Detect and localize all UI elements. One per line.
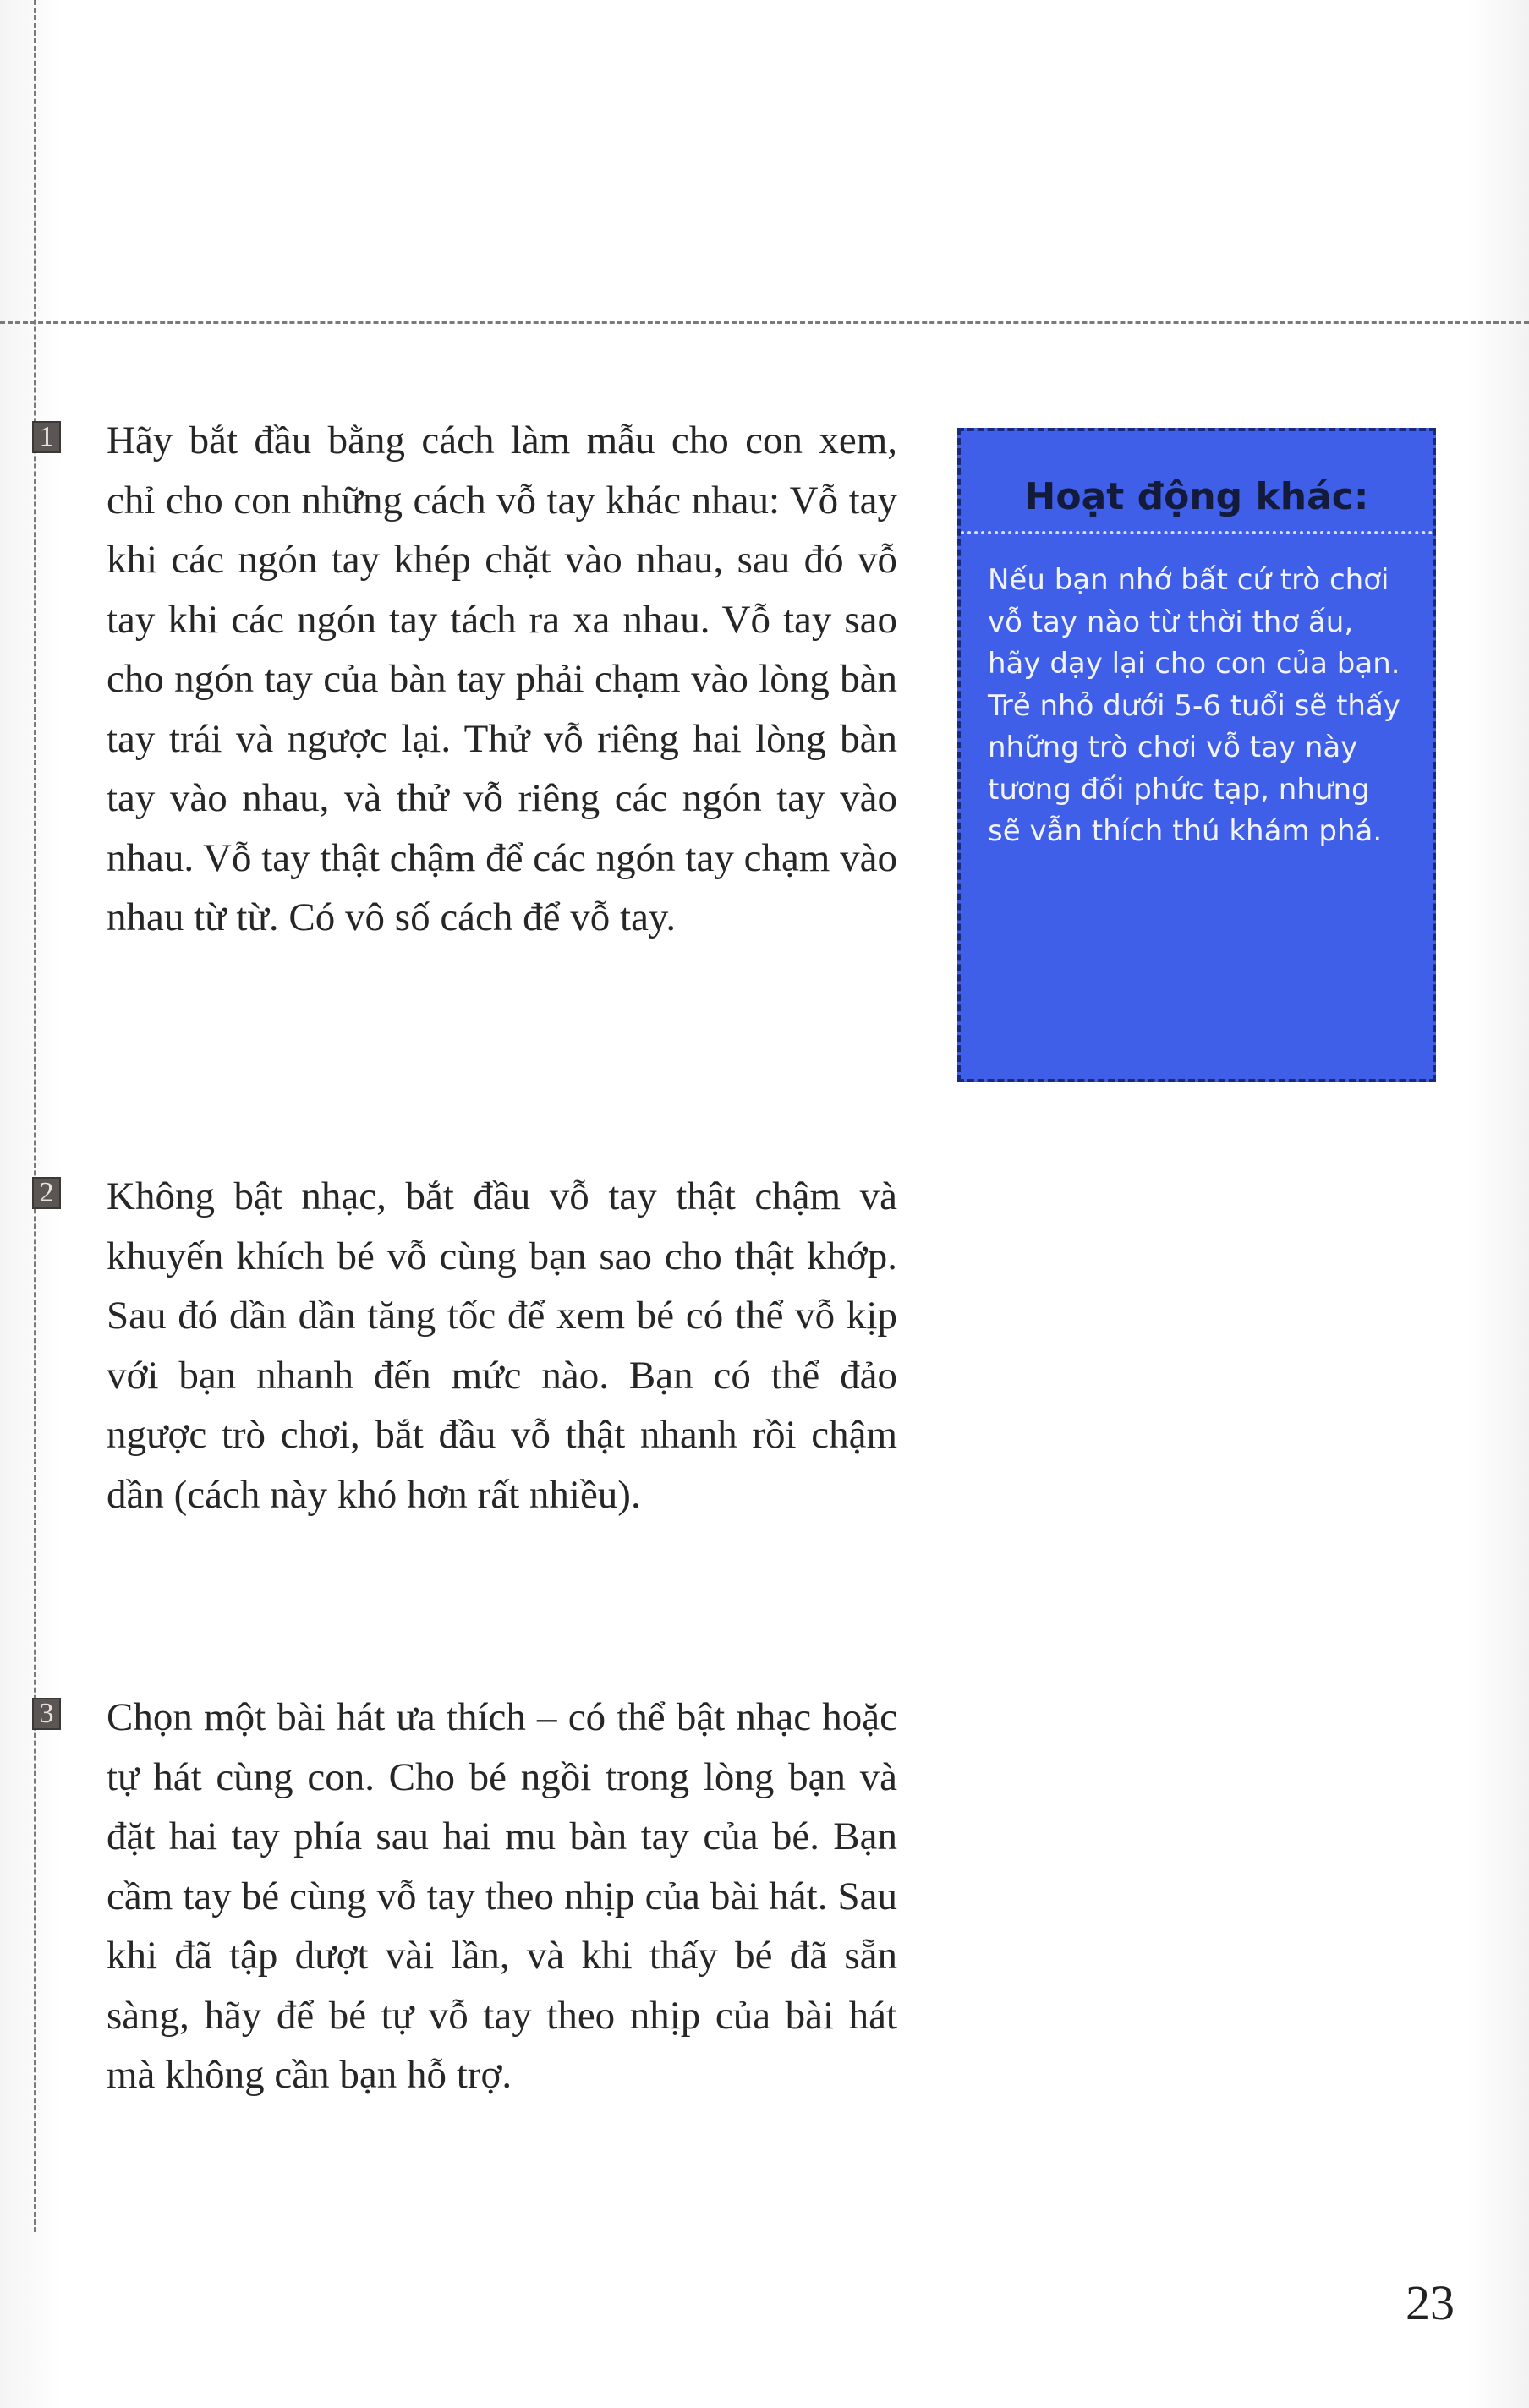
- other-activities-text: Nếu bạn nhớ bất cứ trò chơi vỗ tay nào từ thời thơ ấu, hãy dạy lại cho con của bạn. Trẻ nhỏ dưới 5-6 tuổi sẽ thấy những trò chơi vỗ tay này tương đối phức tạp, nhưng sẽ vẫn thích thú khám phá.: [988, 563, 1400, 848]
- step-number-badge: 2: [32, 1177, 61, 1209]
- cut-guide-vertical: [34, 0, 36, 2232]
- step-number-badge: 1: [32, 421, 61, 453]
- other-activities-title: Hoạt động khác:: [1024, 475, 1369, 518]
- step-2-text: Không bật nhạc, bắt đầu vỗ tay thật chậm và khuyến khích bé vỗ cùng bạn sao cho thật khớp. Sau đó dần dần tăng tốc để xem bé có thể vỗ kịp với bạn nhanh đến mức nào. Bạn có thể đảo ngược trò chơi, bắt đầu vỗ thật nhanh rồi chậm dần (cách này khó hơn rất nhiều).: [107, 1174, 897, 1517]
- sidebar-divider: [961, 531, 1433, 534]
- step-1-text: Hãy bắt đầu bằng cách làm mẫu cho con xem, chỉ cho con những cách vỗ tay khác nhau: Vỗ tay khi các ngón tay khép chặt vào nhau, sau đó vỗ tay khi các ngón tay tách ra xa nhau. Vỗ tay sao cho ngón tay của bàn tay phải chạm vào lòng bàn tay trái và ngược lại. Thử vỗ riêng hai lòng bàn tay vào nhau, và thử vỗ riêng các ngón tay vào nhau. Vỗ tay thật chậm để các ngón tay chạm vào nhau từ từ. Có vô số cách để vỗ tay.: [107, 419, 897, 939]
- page-number: 23: [1406, 2275, 1455, 2330]
- step-number-badge: 3: [32, 1698, 61, 1730]
- step-3-text: Chọn một bài hát ưa thích – có thể bật nhạc hoặc tự hát cùng con. Cho bé ngồi trong lòng bạn và đặt hai tay phía sau hai mu bàn tay của bé. Bạn cầm tay bé cùng vỗ tay theo nhịp của bài hát. Sau khi đã tập dượt vài lần, và khi thấy bé đã sẵn sàng, hãy để bé tự vỗ tay theo nhịp của bài hát mà không cần bạn hỗ trợ.: [107, 1695, 897, 2097]
- cut-guide-horizontal: [0, 321, 1529, 324]
- other-activities-box: [957, 428, 1436, 1082]
